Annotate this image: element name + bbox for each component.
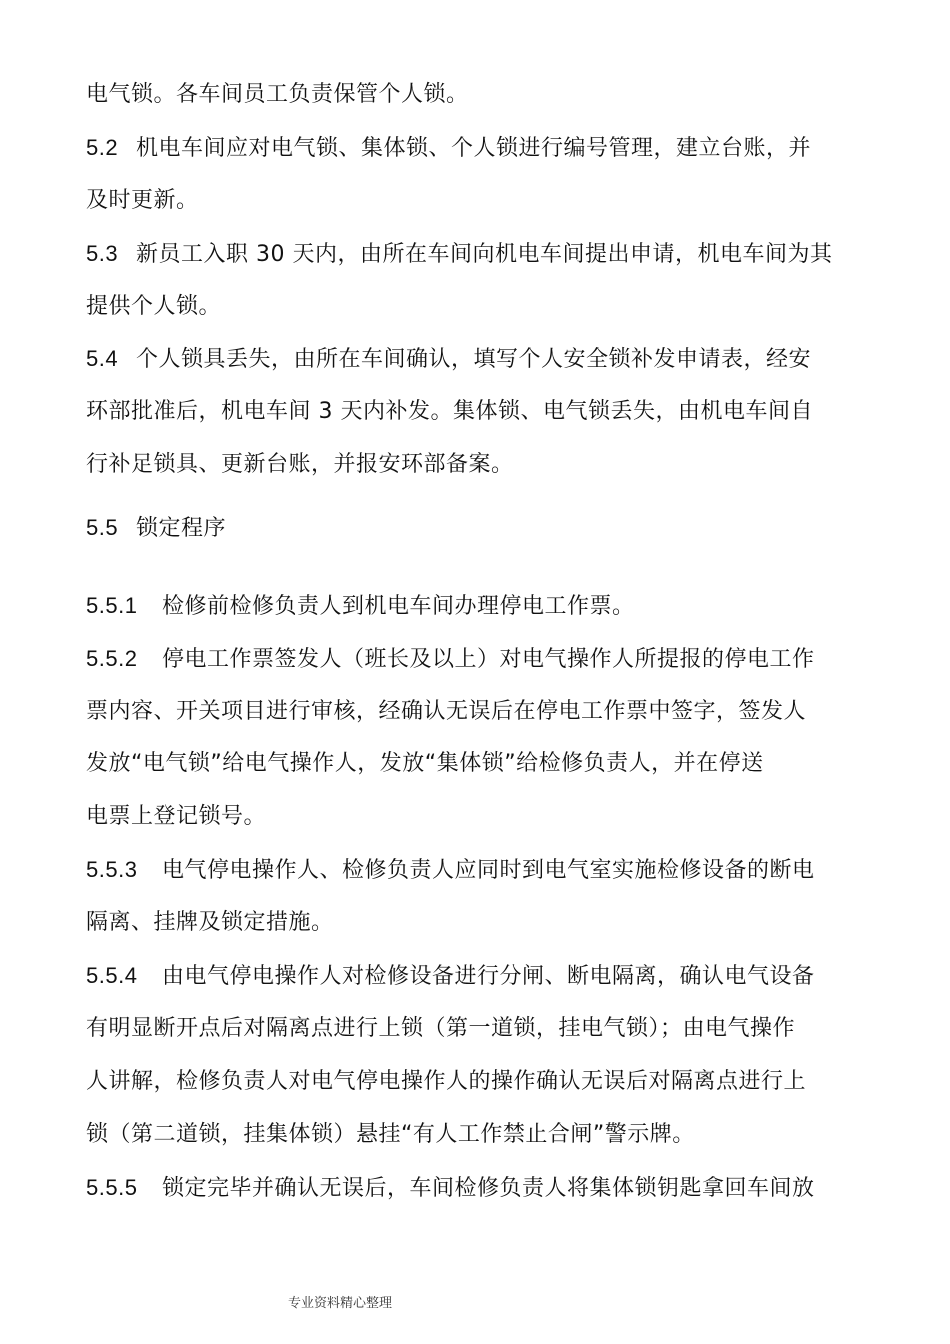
clause-number: 5.5.2 <box>86 646 138 671</box>
section-5-5-heading: 5.5 锁定程序 <box>86 515 227 541</box>
clause-number: 5.5 <box>86 515 119 540</box>
clause-5-5-2-line-4: 电票上登记锁号。 <box>86 804 267 829</box>
clause-5-3-line-2: 提供个人锁。 <box>86 294 222 319</box>
clause-5-5-4-line-4: 锁（第二道锁，挂集体锁）悬挂“有人工作禁止合闸”警示牌。 <box>86 1122 695 1147</box>
clause-number: 5.5.5 <box>86 1175 138 1200</box>
clause-5-5-1-line-1: 5.5.1 检修前检修负责人到机电车间办理停电工作票。 <box>86 593 635 619</box>
clause-5-5-5-line-1: 5.5.5 锁定完毕并确认无误后，车间检修负责人将集体锁钥匙拿回车间放 <box>86 1175 815 1201</box>
clause-5-5-3-line-1: 5.5.3 电气停电操作人、检修负责人应同时到电气室实施检修设备的断电 <box>86 857 815 883</box>
clause-number: 5.3 <box>86 241 119 266</box>
clause-5-5-2-line-2: 票内容、开关项目进行审核，经确认无误后在停电工作票中签字，签发人 <box>86 699 807 724</box>
clause-5-3-line-1: 5.3 新员工入职 30 天内，由所在车间向机电车间提出申请，机电车间为其 <box>86 241 833 267</box>
clause-5-2-line-2: 及时更新。 <box>86 188 199 213</box>
clause-5-5-3-line-2: 隔离、挂牌及锁定措施。 <box>86 910 334 935</box>
clause-number: 5.5.3 <box>86 857 138 882</box>
clause-5-5-4-line-1: 5.5.4 由电气停电操作人对检修设备进行分闸、断电隔离，确认电气设备 <box>86 963 815 989</box>
paragraph-line: 电气锁。各车间员工负责保管个人锁。 <box>86 82 469 107</box>
clause-5-4-line-1: 5.4 个人锁具丢失，由所在车间确认，填写个人安全锁补发申请表，经安 <box>86 346 812 372</box>
clause-number: 5.2 <box>86 135 119 160</box>
clause-5-5-4-line-2: 有明显断开点后对隔离点进行上锁（第一道锁，挂电气锁）；由电气操作 <box>86 1016 796 1041</box>
clause-number: 5.5.1 <box>86 593 138 618</box>
clause-5-2-line-1: 5.2 机电车间应对电气锁、集体锁、个人锁进行编号管理，建立台账，并 <box>86 135 812 161</box>
clause-5-4-line-3: 行补足锁具、更新台账，并报安环部备案。 <box>86 452 514 477</box>
clause-5-4-line-2: 环部批准后，机电车间 3 天内补发。集体锁、电气锁丢失，由机电车间自 <box>86 399 813 424</box>
clause-number: 5.4 <box>86 346 119 371</box>
clause-5-5-4-line-3: 人讲解，检修负责人对电气停电操作人的操作确认无误后对隔离点进行上 <box>86 1069 807 1094</box>
clause-number: 5.5.4 <box>86 963 138 988</box>
clause-5-5-2-line-3: 发放“电气锁”给电气操作人，发放“集体锁”给检修负责人，并在停送 <box>86 751 764 776</box>
page-footer: 专业资料精心整理 <box>288 1296 393 1311</box>
clause-5-5-2-line-1: 5.5.2 停电工作票签发人（班长及以上）对电气操作人所提报的停电工作 <box>86 646 815 672</box>
